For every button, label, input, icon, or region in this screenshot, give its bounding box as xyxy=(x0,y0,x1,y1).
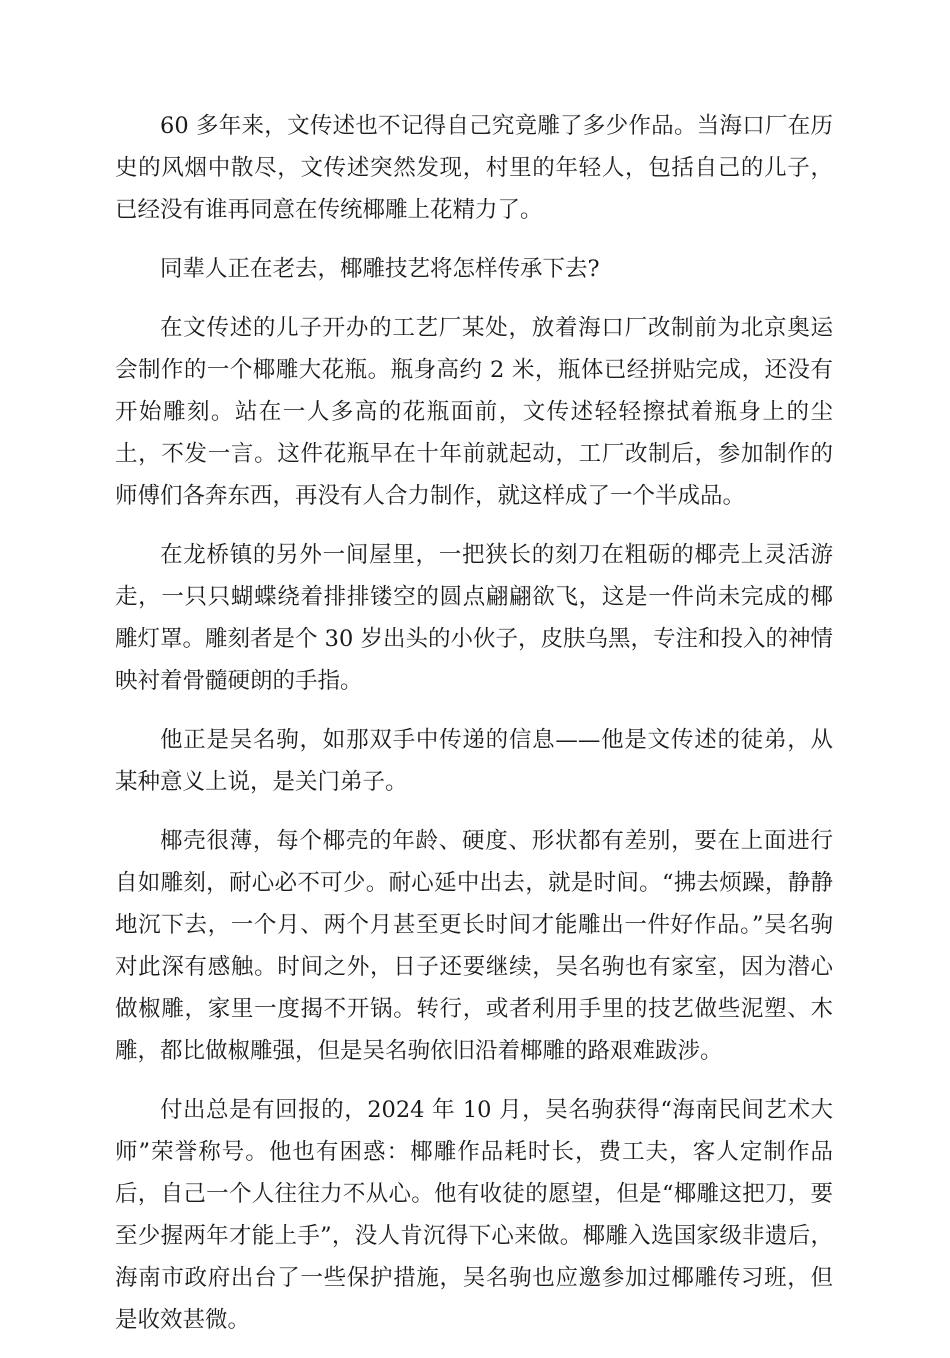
paragraph-1: 60 多年来，文传述也不记得自己究竟雕了多少作品。当海口厂在历史的风烟中散尽，文传述突然发现，村里的年轻人，包括自己的儿子，已经没有谁再同意在传统椰雕上花精力了。 xyxy=(115,113,833,223)
paragraph-5: 他正是吴名驹，如那双手中传递的信息——他是文传述的徒弟，从某种意义上说，是关门弟子。 xyxy=(115,727,833,795)
paragraph-6: 椰壳很薄，每个椰壳的年龄、硬度、形状都有差别，要在上面进行自如雕刻，耐心必不可少。耐心延中出去，就是时间。“拂去烦躁，静静地沉下去，一个月、两个月甚至更长时间才能雕出一件好作品。”吴名驹对此深有感触。时间之外，日子还要继续，吴名驹也有家室，因为潜心做椒雕，家里一度揭不开锅。转行，或者利用手里的技艺做些泥塑、木雕，都比做椒雕强，但是吴名驹依旧沿着椰雕的路艰难跋涉。 xyxy=(115,828,833,1064)
article-body xyxy=(115,105,833,1358)
paragraph-7: 付出总是有回报的，2024 年 10 月，吴名驹获得“海南民间艺术大师”荣誉称号。他也有困惑：椰雕作品耗时长，费工夫，客人定制作品后，自己一个人往往力不从心。他有收徒的愿望，但是“椰雕这把刀，要至少握两年才能上手”，没人肯沉得下心来做。椰雕入选国家级非遗后，海南市政府出台了一些保护措施，吴名驹也应邀参加过椰雕传习班，但是收效甚微。 xyxy=(115,1097,833,1333)
paragraph-3: 在文传述的儿子开办的工艺厂某处，放着海口厂改制前为北京奥运会制作的一个椰雕大花瓶。瓶身高约 2 米，瓶体已经拼贴完成，还没有开始雕刻。站在一人多高的花瓶面前，文传述轻轻擦拭着瓶身上的尘土，不发一言。这件花瓶早在十年前就起动，工厂改制后，参加制作的师傅们各奔东西，再没有人合力制作，就这样成了一个半成品。 xyxy=(115,315,833,509)
paragraph-2: 同辈人正在老去，椰雕技艺将怎样传承下去? xyxy=(160,256,600,282)
paragraph-4: 在龙桥镇的另外一间屋里，一把狭长的刻刀在粗砺的椰壳上灵活游走，一只只蝴蝶绕着排排镂空的圆点翩翩欲飞，这是一件尚未完成的椰雕灯罩。雕刻者是个 30 岁出头的小伙子，皮肤乌黑，专注和投入的神情映衬着骨髓硬朗的手指。 xyxy=(115,542,833,694)
